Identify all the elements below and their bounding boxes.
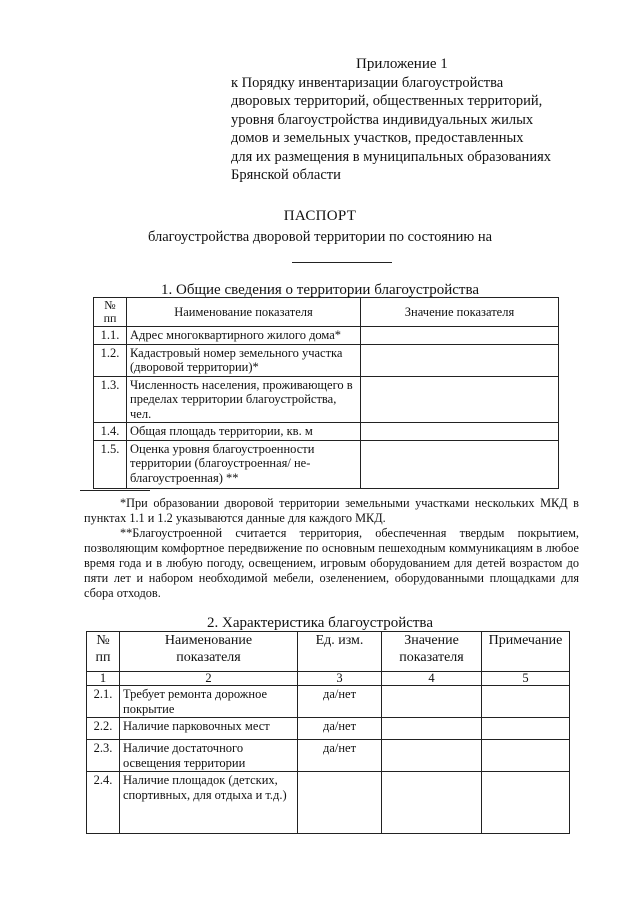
row-num: 1.4.	[94, 423, 127, 441]
row-num: 2.1.	[87, 686, 120, 718]
appendix-line: Брянской области	[231, 167, 341, 184]
header-note: Примечание	[482, 632, 570, 672]
row-note	[482, 772, 570, 834]
row-value	[382, 718, 482, 740]
column-number: 4	[382, 672, 482, 686]
row-name: Адрес многоквартирного жилого дома*	[127, 327, 361, 345]
appendix-line: для их размещения в муниципальных образованиях	[231, 148, 551, 165]
header-num: № пп	[94, 298, 127, 327]
row-value	[382, 686, 482, 718]
row-num: 1.3.	[94, 376, 127, 423]
row-value	[382, 772, 482, 834]
row-name: Наличие парковочных мест	[120, 718, 298, 740]
table-row	[87, 718, 570, 740]
row-num: 2.2.	[87, 718, 120, 740]
row-value	[361, 423, 559, 441]
footnote-rule	[80, 490, 150, 491]
appendix-word: благоустройства	[401, 75, 504, 91]
column-number: 5	[482, 672, 570, 686]
row-name: Общая площадь территории, кв. м	[127, 423, 361, 441]
appendix-word: Порядку	[241, 75, 295, 91]
row-num: 1.1.	[94, 327, 127, 345]
footnote-2: **Благоустроенной считается территория, обеспеченная твердым покрытием, позволяющим комфортное передвижение по основным пешеходным коммуникациям в любое время года и в любую погоду, освещением, игровым оборудованием для детей возрастом до пяти лет и набором необходимой мебели, озеленением, оборудованными площадками для сбора отходов.	[84, 526, 579, 600]
row-value	[361, 440, 559, 488]
row-unit: да/нет	[298, 718, 382, 740]
row-name: Требует ремонта дорожное покрытие	[120, 686, 298, 718]
row-unit: да/нет	[298, 740, 382, 772]
column-number: 3	[298, 672, 382, 686]
appendix-line: домов и земельных участков, предоставленных	[231, 130, 524, 147]
passport-title: ПАСПОРТ	[283, 208, 357, 224]
row-unit: да/нет	[298, 686, 382, 718]
header-name: Наименование показателя	[120, 632, 298, 672]
appendix-word: инвентаризации	[298, 75, 399, 91]
header-name: Наименование показателя	[127, 298, 361, 327]
row-note	[482, 718, 570, 740]
header-unit: Ед. изм.	[298, 632, 382, 672]
appendix-line: дворовых территорий, общественных территорий,	[231, 93, 543, 110]
table-row	[94, 440, 559, 488]
characteristics-table	[86, 631, 570, 834]
footnote-1: *При образовании дворовой территории земельными участками нескольких МКД в пунктах 1.1 и 1.2 указываются данные для каждого МКД.	[84, 496, 579, 525]
row-note	[482, 740, 570, 772]
section2-title: 2. Характеристика благоустройства	[207, 615, 433, 631]
table-row	[94, 423, 559, 441]
row-name: Кадастровый номер земельного участка (дворовой территории)*	[127, 344, 361, 376]
row-value	[361, 344, 559, 376]
row-name: Оценка уровня благоустроенности территории (благоустроенная/ не-благоустроенная) **	[127, 440, 361, 488]
column-number: 1	[87, 672, 120, 686]
header-value: Значение показателя	[361, 298, 559, 327]
table-header-row	[87, 632, 570, 672]
row-num: 1.5.	[94, 440, 127, 488]
row-value	[382, 740, 482, 772]
appendix-description	[231, 74, 563, 184]
column-number: 2	[120, 672, 298, 686]
date-blank-line	[292, 262, 392, 263]
row-note	[482, 686, 570, 718]
row-num: 1.2.	[94, 344, 127, 376]
table-row	[87, 772, 570, 834]
row-num: 2.3.	[87, 740, 120, 772]
row-num: 2.4.	[87, 772, 120, 834]
table-row	[87, 740, 570, 772]
table-row	[87, 686, 570, 718]
header-num: № пп	[87, 632, 120, 672]
footnotes	[84, 496, 579, 601]
table-row	[94, 327, 559, 345]
appendix-title: Приложение 1	[356, 56, 448, 72]
row-name: Численность населения, проживающего в пределах территории благоустройства, чел.	[127, 376, 361, 423]
row-value	[361, 376, 559, 423]
table-row	[94, 376, 559, 423]
row-unit	[298, 772, 382, 834]
row-value	[361, 327, 559, 345]
row-name: Наличие площадок (детских, спортивных, для отдыха и т.д.)	[120, 772, 298, 834]
table-row	[94, 344, 559, 376]
passport-subtitle: благоустройства дворовой территории по состоянию на	[147, 229, 493, 245]
header-value: Значение показателя	[382, 632, 482, 672]
column-numbers-row	[87, 672, 570, 686]
table-header-row	[94, 298, 559, 327]
appendix-word: к	[231, 75, 239, 91]
section1-title: 1. Общие сведения о территории благоустройства	[161, 282, 479, 298]
appendix-line	[231, 74, 563, 92]
appendix-line: уровня благоустройства индивидуальных жилых	[231, 111, 534, 128]
general-info-table	[93, 297, 559, 489]
row-name: Наличие достаточного освещения территории	[120, 740, 298, 772]
